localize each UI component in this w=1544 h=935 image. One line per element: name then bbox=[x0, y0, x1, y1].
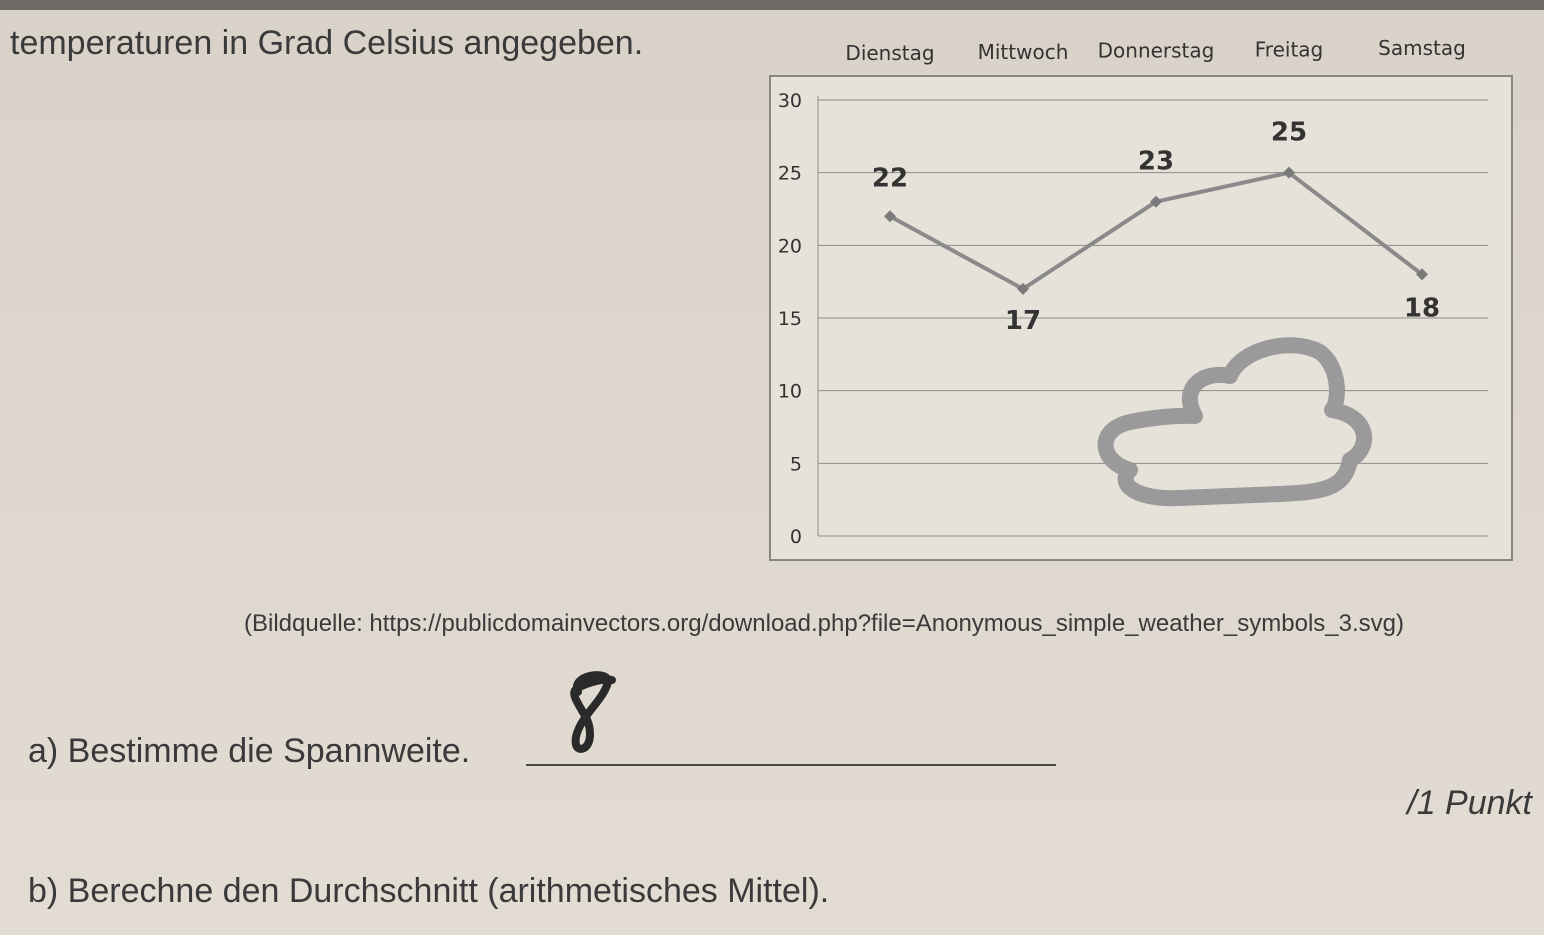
x-category-label: Samstag bbox=[1378, 36, 1466, 61]
data-label: 25 bbox=[1270, 117, 1308, 148]
data-label: 22 bbox=[871, 163, 909, 194]
data-label: 18 bbox=[1403, 293, 1441, 324]
answer-line[interactable] bbox=[526, 764, 1056, 766]
y-tick-label: 15 bbox=[777, 308, 802, 330]
x-category-label: Dienstag bbox=[845, 41, 935, 65]
y-tick-label: 5 bbox=[789, 453, 802, 476]
handwritten-answer bbox=[540, 664, 650, 764]
y-tick-label: 30 bbox=[777, 90, 802, 112]
y-tick-label: 25 bbox=[777, 162, 802, 185]
y-tick-label: 20 bbox=[777, 235, 802, 258]
chart-svg bbox=[760, 30, 1540, 570]
data-label: 23 bbox=[1137, 146, 1175, 177]
temperature-chart bbox=[760, 30, 1540, 570]
x-category-label: Donnerstag bbox=[1097, 38, 1215, 63]
task-b-question: b) Berechne den Durchschnitt (arithmetisches Mittel). bbox=[28, 872, 830, 910]
y-tick-label: 10 bbox=[777, 380, 802, 403]
points-label: /1 Punkt bbox=[1407, 784, 1532, 822]
top-edge-bar bbox=[0, 0, 1544, 10]
image-source-caption: (Bildquelle: https://publicdomainvectors.org/download.php?file=Anonymous_simple_weather_symbols_3.svg) bbox=[244, 610, 1404, 637]
x-category-labels bbox=[845, 36, 1465, 65]
x-category-label: Freitag bbox=[1254, 37, 1324, 62]
y-tick-label: 0 bbox=[789, 526, 802, 548]
task-a-question: a) Bestimme die Spannweite. bbox=[28, 732, 471, 770]
data-label: 17 bbox=[1004, 305, 1042, 336]
intro-text: temperaturen in Grad Celsius angegeben. bbox=[10, 24, 644, 62]
x-category-label: Mittwoch bbox=[977, 39, 1069, 64]
